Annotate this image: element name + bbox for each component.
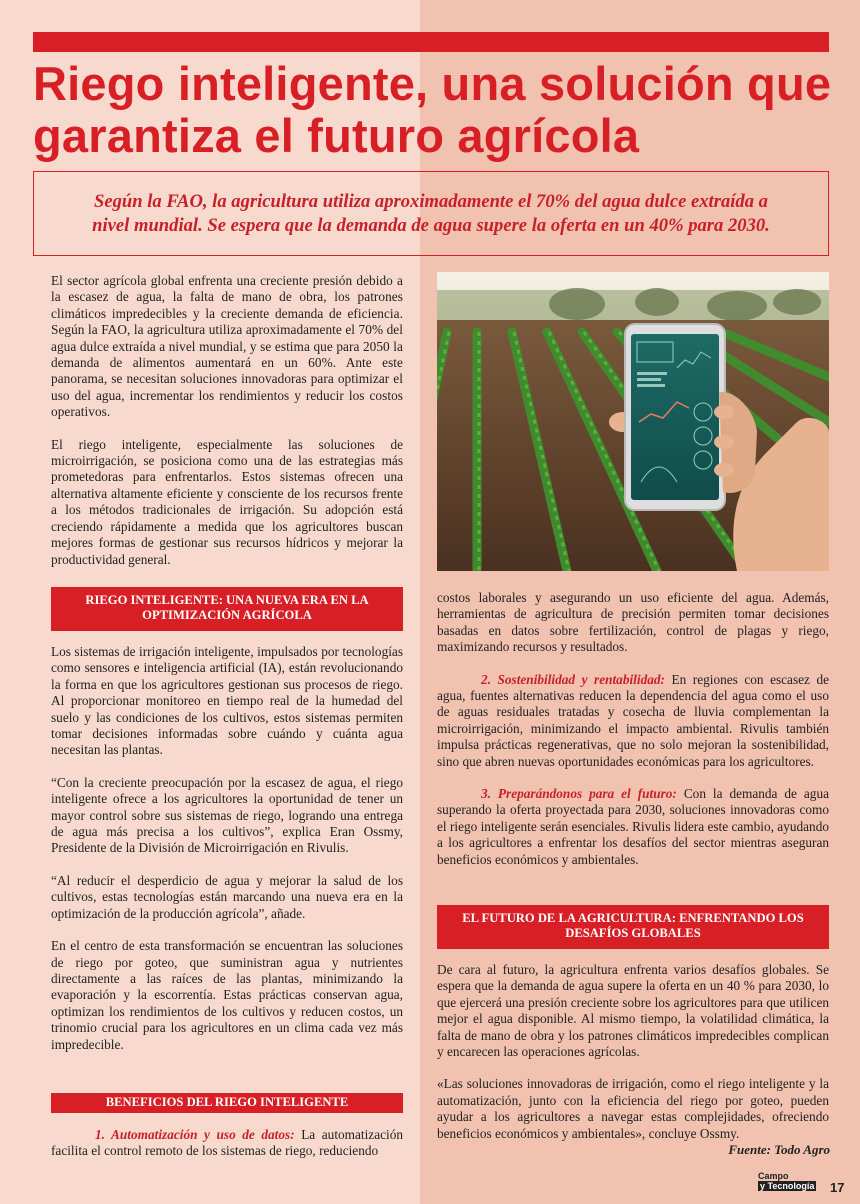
intro-paragraph-2: El riego inteligente, especialmente las soluciones de microirrigación, se posiciona como una de las estrategias más prometedoras para enfrentarlos. Estos sistemas ofrecen una alternativa altamente eficiente y consciente de los recursos frente a los métodos tradicionales de irrigación. Su adopción está creciendo rápidamente a medida que los agricultores buscan mejores formas de gestionar sus recursos hídricos y mejorar la productividad general. xyxy=(51,436,403,567)
section-heading-riego-inteligente: RIEGO INTELIGENTE: UNA NUEVA ERA EN LA OPTIMIZACIÓN AGRÍCOLA xyxy=(51,587,403,631)
page-number: 17 xyxy=(830,1180,845,1195)
magazine-logo xyxy=(758,1171,820,1195)
section-heading-futuro: EL FUTURO DE LA AGRICULTURA: ENFRENTANDO LOS DESAFÍOS GLOBALES xyxy=(437,905,829,949)
benefit-2-label: 2. Sostenibilidad y rentabilidad: xyxy=(481,671,665,687)
benefit-1-cont-text: costos laborales y asegurando un uso eficiente del agua. Además, herramientas de agricultura de precisión permiten tomar decisiones basadas en datos sobre fertilización, control de plagas y riego, maximizando recursos y resultados. xyxy=(437,590,829,655)
article-title: Riego inteligente, una solución que garantiza el futuro agrícola xyxy=(33,57,832,162)
article-subtitle: Según la FAO, la agricultura utiliza aproximadamente el 70% del agua dulce extraída a nivel mundial. Se espera que la demanda de agua supere la oferta en un 40% para 2030. xyxy=(92,190,770,236)
logo-line-1: Campo xyxy=(758,1171,789,1181)
section-heading-beneficios: BENEFICIOS DEL RIEGO INTELIGENTE xyxy=(51,1093,403,1113)
benefit-1-label: 1. Automatización y uso de datos: xyxy=(95,1127,295,1142)
section3-paragraph-2: «Las soluciones innovadoras de irrigación, como el riego inteligente y la automatización, junto con la eficiencia del riego por goteo, pueden ayudar a los agricultores a navegar estas complejidades, ofreciendo beneficios económicos y ambientales», concluye Ossmy. xyxy=(437,1076,829,1141)
section1-paragraph-4: En el centro de esta transformación se encuentran las soluciones de riego por goteo, que suministran agua y nutrientes directamente a las raíces de las plantas, minimizando la evaporación y la escorrentía. Estas prácticas conservan agua, optimizan los rendimientos de los cultivos y reducen costos, un trinomio crucial para los agricultores en un clima cada vez más impredecible. xyxy=(51,938,403,1052)
section1-paragraph-3: “Al reducir el desperdicio de agua y mejorar la salud de los cultivos, estas tecnologías están marcando una nueva era en la optimización de la producción agrícola”, añade. xyxy=(51,872,403,921)
benefit-1-text: La automatización facilita el control remoto de los sistemas de riego, reduciendo xyxy=(51,1127,403,1159)
benefit-3-text: Con la demanda de agua superando la oferta proyectada para 2030, soluciones innovadoras como el riego inteligente serán esenciales. Rivulis lidera este cambio, ayudando a los agricultores a enfrentar los desafíos del sector mientras aseguran beneficios económicos y ambientales. xyxy=(437,786,829,867)
section1-paragraph-1: Los sistemas de irrigación inteligente, impulsados por tecnologías como sensores e inteligencia artificial (IA), están revolucionando la forma en que los agricultores gestionan sus procesos de riego. Al proporcionar monitoreo en tiempo real de la humedad del suelo y las condiciones de los cultivos, estos sistemas permiten tomar decisiones informadas sobre cuándo y cuánta agua necesitan las plantas. xyxy=(51,644,403,758)
article-subtitle-box xyxy=(33,171,829,256)
section1-body xyxy=(51,644,403,1069)
logo-line-2: y Tecnología xyxy=(760,1181,815,1191)
field-illustration xyxy=(437,272,829,571)
benefit-1-continued xyxy=(437,590,829,884)
benefit-3-label: 3. Preparándonos para el futuro: xyxy=(481,786,677,802)
section1-paragraph-2: “Con la creciente preocupación por la escasez de agua, el riego inteligente ofrece a los agricultores la oportunidad de tener un mayor control sobre sus sistemas de riego, logrando una entrega de agua más precisa a los cultivos”, explica Eran Ossmy, Presidente de la División de Microirrigación en Rivulis. xyxy=(51,774,403,856)
header-accent-bar xyxy=(33,32,829,52)
benefit-2-text: En regiones con escasez de agua, fuentes alternativas reducen la dependencia del agua como el uso de aguas residuales tratadas y cosecha de lluvia complementan la microirrigación, minimizando el impacto ambiental. Rivulis también impulsa prácticas regenerativas, que no solo mejoran la sostenibilidad, sino que abren nuevas oportunidades económicas para los agricultores. xyxy=(437,671,829,769)
section3-paragraph-1: De cara al futuro, la agricultura enfrenta varios desafíos globales. Se espera que la demanda de agua supere la oferta en un 40 % para 2030, lo que ejercerá una presión creciente sobre los agricultores para que utilicen mejor el agua disponible. Al mismo tiempo, la volatilidad climática, la falta de mano de obra y los patrones climáticos impredecibles complican y encarecen las operaciones agrícolas. xyxy=(437,962,829,1060)
section3-body xyxy=(437,962,829,1158)
smartphone-field-photo xyxy=(437,272,829,571)
benefit-1-start xyxy=(51,1127,403,1160)
intro-column xyxy=(51,273,403,584)
article-source: Fuente: Todo Agro xyxy=(728,1142,830,1157)
intro-paragraph-1: El sector agrícola global enfrenta una creciente presión debido a la escasez de agua, la falta de mano de obra, los patrones climáticos impredecibles y la creciente demanda de eficiencia. Según la FAO, la agricultura utiliza aproximadamente el 70% del agua dulce extraída a nivel mundial, y se estima que para 2050 la demanda de alimentos aumentará en un 60%. Ante este panorama, se necesitan soluciones innovadoras para optimizar el uso del agua, incrementar los rendimientos y reducir los costos operativos. xyxy=(51,273,403,420)
